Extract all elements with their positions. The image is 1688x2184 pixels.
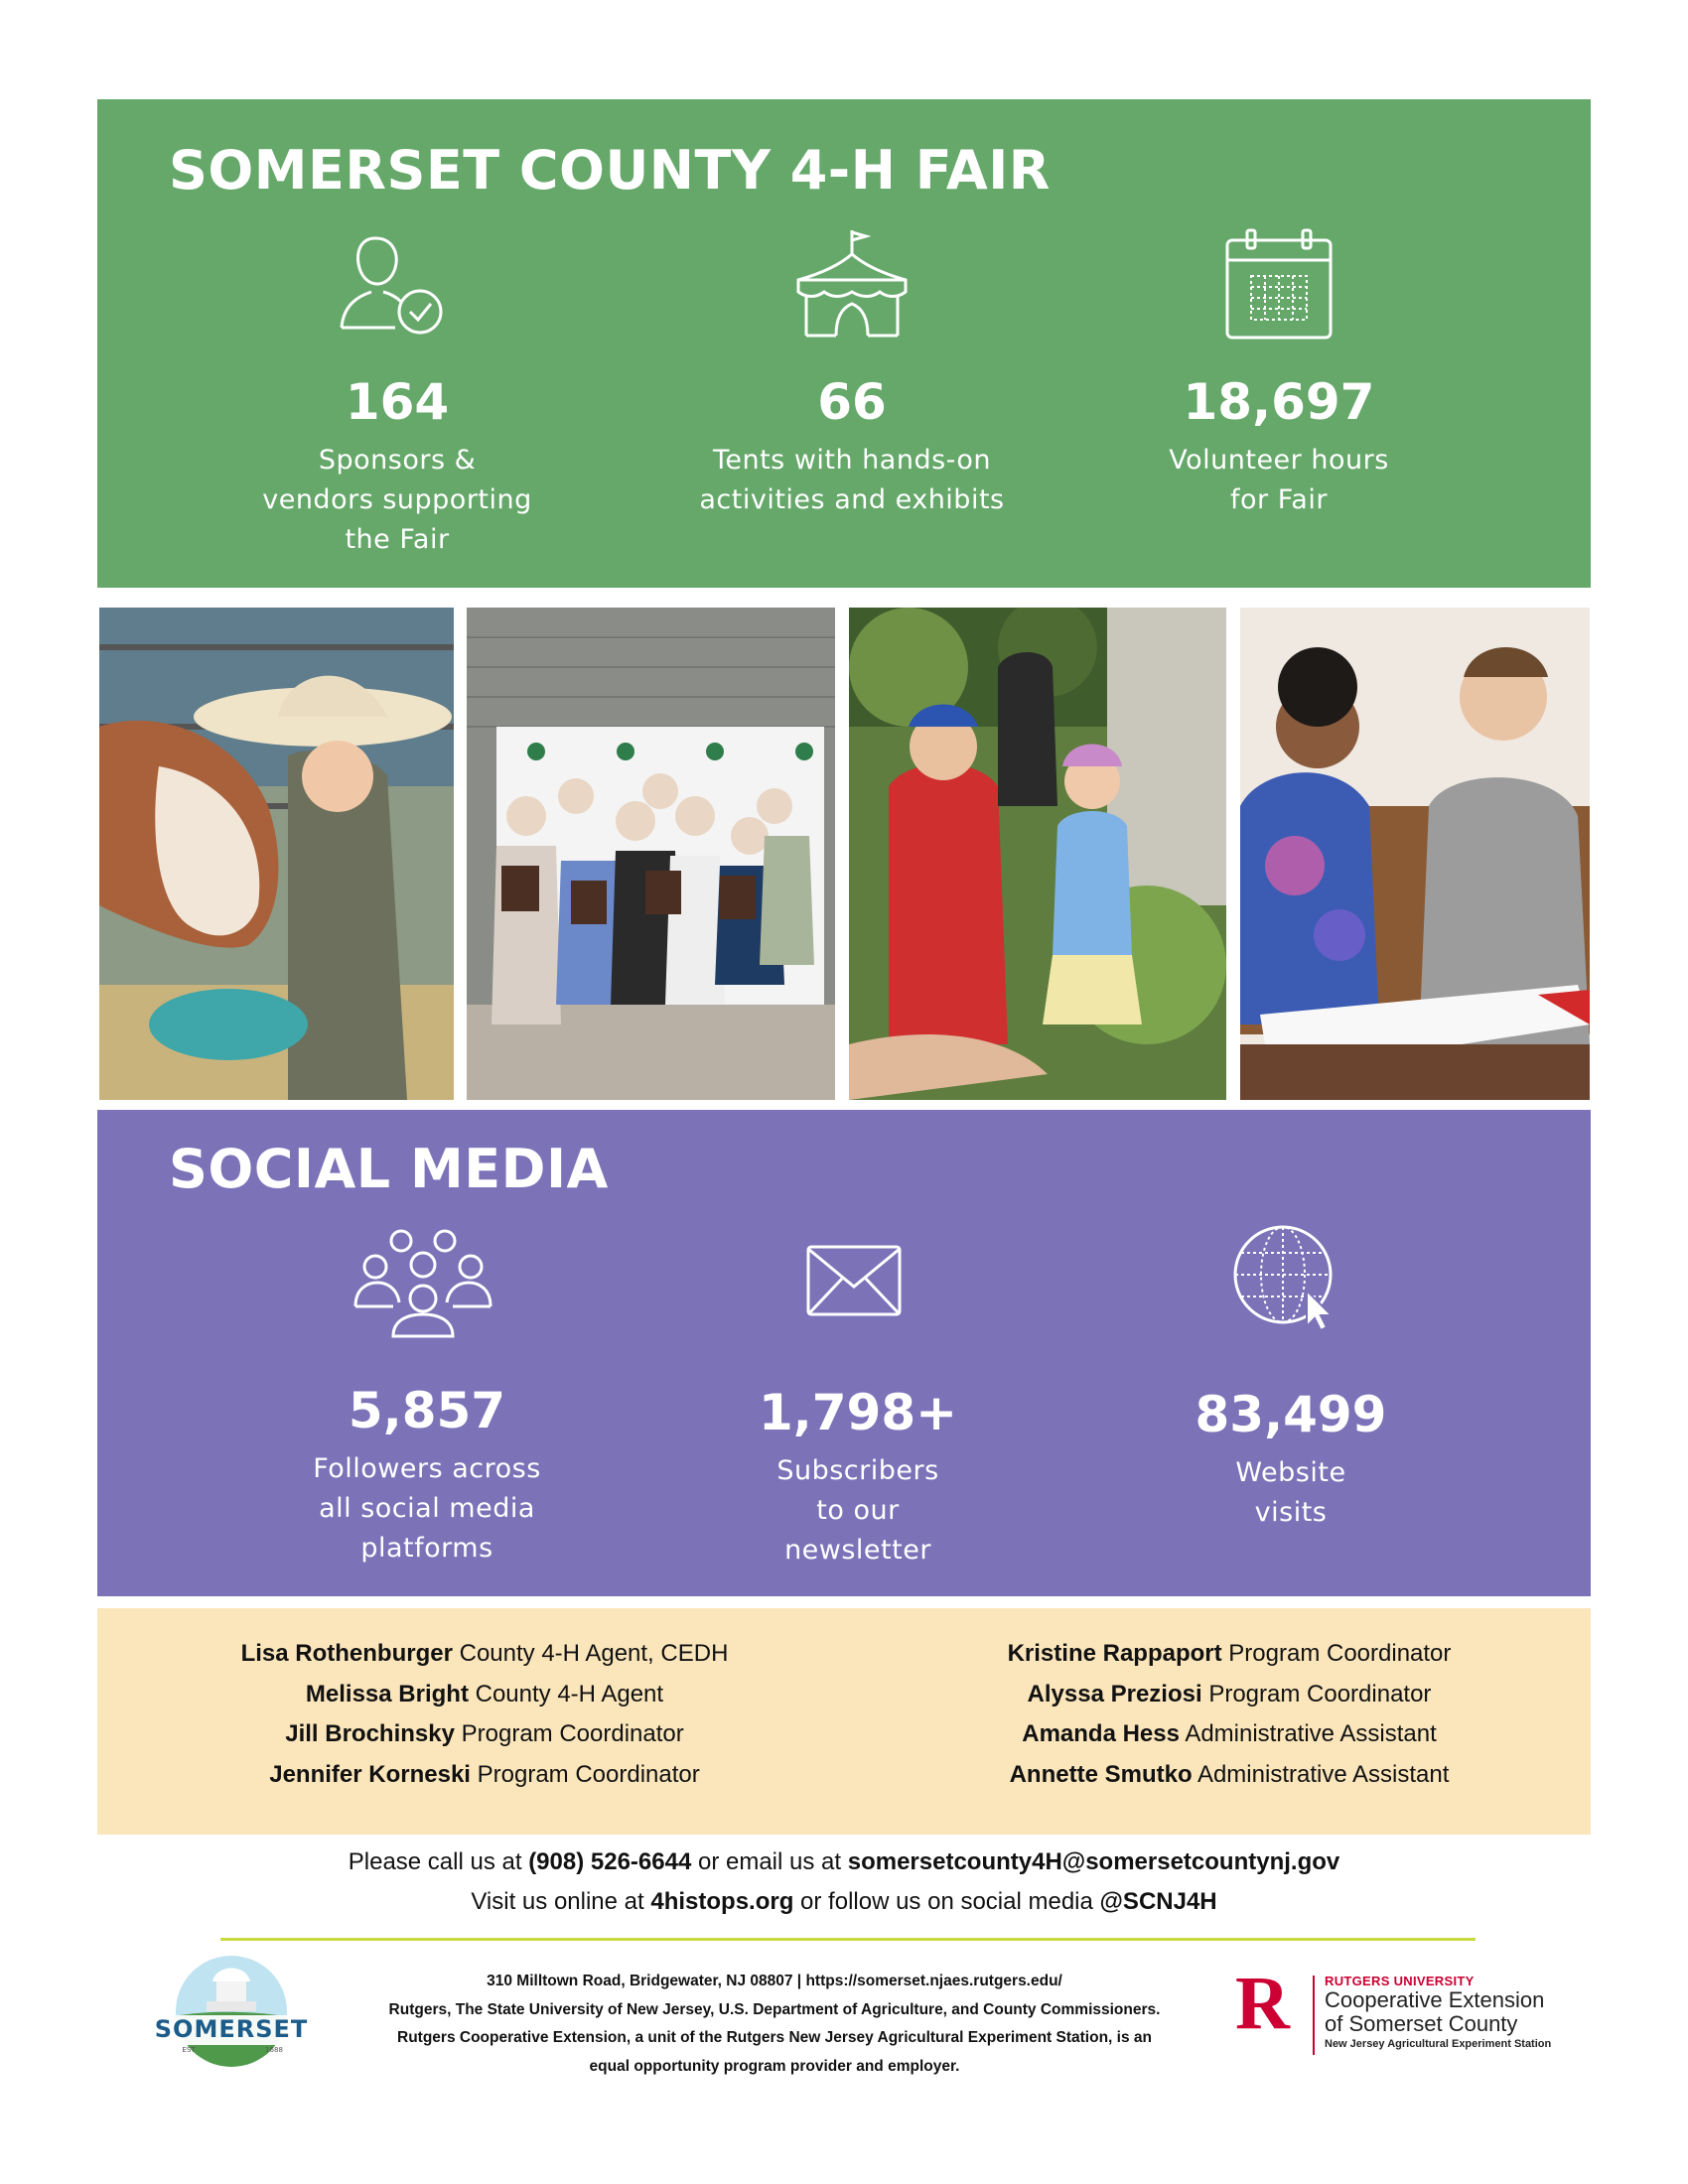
photo-nature-kids — [849, 608, 1226, 1100]
globe-cursor-icon — [1231, 1223, 1342, 1334]
fair-section — [97, 99, 1591, 588]
rutgers-divider — [1313, 1976, 1315, 2055]
rutgers-line2: of Somerset County — [1325, 2011, 1518, 2036]
footer-line: Rutgers Cooperative Extension, a unit of the Rutgers New Jersey Agricultural Experiment Station, is an — [397, 2029, 1152, 2046]
social-media-section — [97, 1110, 1591, 1596]
stat-label: Sponsors & vendors supporting the Fair — [262, 445, 532, 555]
svg-text:SOMERSET: SOMERSET — [154, 2015, 309, 2043]
envelope-icon — [804, 1243, 904, 1318]
fair-title: SOMERSET COUNTY 4-H FAIR — [169, 139, 1051, 202]
rutgers-university-label: RUTGERS UNIVERSITY — [1325, 1974, 1475, 1988]
phone-link[interactable]: (908) 526-6644 — [528, 1848, 692, 1875]
svg-text:COUNTY: COUNTY — [197, 2043, 266, 2056]
staff-entry: Alyssa Preziosi Program Coordinator — [1027, 1680, 1432, 1707]
fair-stat-sponsors — [189, 373, 606, 560]
fair-stat-volunteer-hours — [1070, 373, 1487, 520]
stat-value: 164 — [345, 373, 450, 431]
stat-value: 1,798+ — [758, 1384, 958, 1441]
rutgers-extension-logo — [1325, 1974, 1551, 2050]
staff-column-left — [207, 1634, 763, 1795]
social-stat-subscribers — [649, 1384, 1066, 1570]
stat-value: 83,499 — [1195, 1386, 1387, 1443]
footer-line: 310 Milltown Road, Bridgewater, NJ 08807 | https://somerset.njaes.rutgers.edu/ — [487, 1973, 1062, 1989]
social-handle[interactable]: @SCNJ4H — [1099, 1888, 1217, 1915]
contact-line-web-social: Visit us online at 4histops.org or follow us on social media @SCNJ4H — [471, 1888, 1217, 1915]
photo-model-airplane — [1240, 608, 1590, 1100]
contact-line-phone-email: Please call us at (908) 526-6644 or email us at somersetcounty4H@somersetcountynj.gov — [348, 1848, 1340, 1875]
footer-address-block — [328, 1968, 1221, 2081]
svg-text:1688: 1688 — [265, 2046, 283, 2054]
somerset-county-logo — [147, 1954, 316, 2071]
stat-value: 66 — [817, 373, 887, 431]
calendar-icon — [1219, 224, 1338, 343]
staff-entry: Lisa Rothenburger County 4-H Agent, CEDH — [240, 1640, 729, 1667]
footer-line: equal opportunity program provider and employer. — [589, 2057, 960, 2075]
stat-label: Tents with hands-on activities and exhibits — [699, 445, 1005, 515]
photo-award-group — [467, 608, 835, 1100]
rutgers-r-logo: R — [1235, 1962, 1290, 2045]
social-stat-website-visits — [1082, 1386, 1499, 1533]
fair-stat-tents — [643, 373, 1060, 520]
social-title: SOCIAL MEDIA — [169, 1138, 609, 1200]
group-icon — [353, 1227, 492, 1338]
staff-directory — [97, 1608, 1591, 1835]
staff-entry: Kristine Rappaport Program Coordinator — [1007, 1640, 1452, 1667]
tent-icon — [792, 224, 912, 343]
photo-cow-child — [99, 608, 454, 1100]
stat-label: Volunteer hours for Fair — [1169, 445, 1389, 515]
divider — [220, 1938, 1476, 1941]
rutgers-line1: Cooperative Extension — [1325, 1987, 1545, 2012]
stat-label: Website visits — [1235, 1457, 1346, 1528]
person-check-icon — [338, 224, 457, 343]
social-stat-followers — [218, 1382, 635, 1569]
website-link[interactable]: 4histops.org — [650, 1888, 794, 1915]
staff-entry: Melissa Bright County 4-H Agent — [305, 1680, 664, 1707]
stat-label: Subscribers to our newsletter — [776, 1455, 939, 1566]
staff-column-right — [951, 1634, 1507, 1795]
footer-line: Rutgers, The State University of New Jersey, U.S. Department of Agriculture, and County Commissioners. — [388, 2000, 1161, 2018]
staff-entry: Annette Smutko Administrative Assistant — [1009, 1760, 1450, 1788]
rutgers-line3: New Jersey Agricultural Experiment Station — [1325, 2038, 1552, 2050]
staff-entry: Amanda Hess Administrative Assistant — [1022, 1720, 1437, 1747]
email-link[interactable]: somersetcounty4H@somersetcountynj.gov — [847, 1848, 1340, 1875]
stat-value: 5,857 — [348, 1382, 506, 1439]
stat-value: 18,697 — [1183, 373, 1375, 431]
staff-entry: Jill Brochinsky Program Coordinator — [285, 1720, 684, 1747]
stat-label: Followers across all social media platforms — [313, 1453, 541, 1564]
svg-text:EST: EST — [182, 2046, 196, 2054]
staff-entry: Jennifer Korneski Program Coordinator — [269, 1760, 700, 1788]
